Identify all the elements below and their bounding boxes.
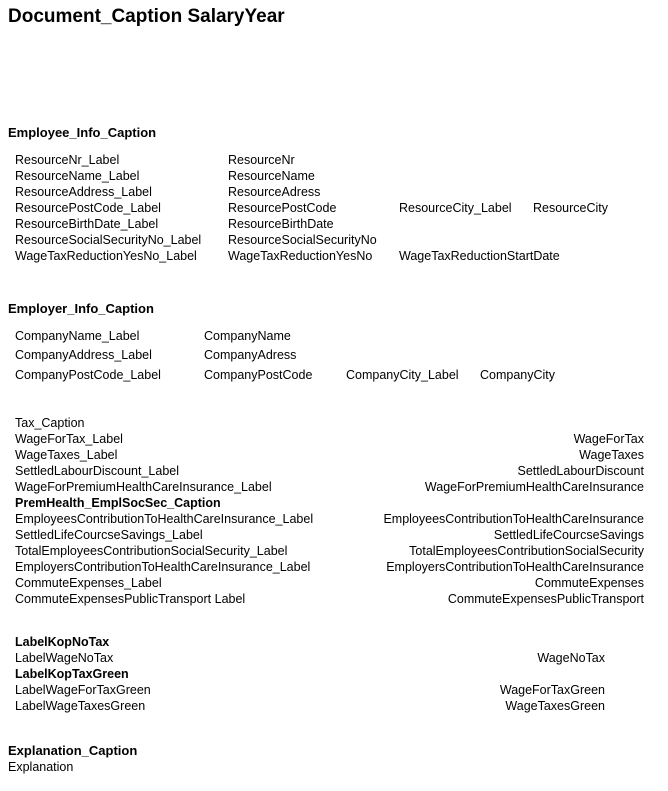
wage-premium-health-label: WageForPremiumHealthCareInsurance_Label [15, 480, 272, 494]
employees-health-contribution-value: EmployeesContributionToHealthCareInsurance [383, 512, 644, 526]
tax-caption: Tax_Caption [15, 416, 85, 430]
commute-public-transport-label: CommuteExpensesPublicTransport Label [15, 592, 246, 606]
employers-health-contribution-value: EmployersContributionToHealthCareInsurance [386, 560, 644, 574]
total-social-security-label: TotalEmployeesContributionSocialSecurity_Label [15, 544, 288, 558]
commute-expenses-value: CommuteExpenses [534, 576, 644, 590]
explanation-text: Explanation [8, 760, 74, 774]
life-course-savings-value: SettledLifeCourcseSavings [493, 528, 644, 542]
kop-no-tax-caption: LabelKopNoTax [15, 635, 110, 649]
employers-health-contribution-label: EmployersContributionToHealthCareInsurance_Label [15, 560, 311, 574]
wage-taxes-value: WageTaxes [579, 448, 644, 462]
resource-birthdate-label: ResourceBirthDate_Label [15, 217, 159, 231]
company-address-label: CompanyAddress_Label [15, 348, 152, 362]
settled-labour-discount-value: SettledLabourDiscount [517, 464, 644, 478]
wage-premium-health-value: WageForPremiumHealthCareInsurance [424, 480, 644, 494]
kop-tax-green-caption: LabelKopTaxGreen [15, 667, 129, 681]
total-social-security-value: TotalEmployeesContributionSocialSecurity [409, 544, 644, 558]
employee-info-caption: Employee_Info_Caption [8, 125, 157, 140]
resource-ssn-value: ResourceSocialSecurityNo [228, 233, 377, 247]
wage-no-tax-label: LabelWageNoTax [15, 651, 114, 665]
company-postcode-value: CompanyPostCode [204, 368, 313, 382]
resource-name-label: ResourceName_Label [15, 169, 140, 183]
wage-for-tax-green-value: WageForTaxGreen [499, 683, 605, 697]
wage-no-tax-value: WageNoTax [537, 651, 605, 665]
explanation-caption: Explanation_Caption [8, 743, 138, 758]
page-title: Document_Caption SalaryYear [8, 6, 285, 27]
company-postcode-label: CompanyPostCode_Label [15, 368, 161, 382]
resource-city-label: ResourceCity_Label [399, 201, 512, 215]
settled-labour-discount-label: SettledLabourDiscount_Label [15, 464, 180, 478]
wage-tax-reduction-start-date: WageTaxReductionStartDate [399, 249, 560, 263]
company-address-value: CompanyAdress [204, 348, 297, 362]
resource-address-value: ResourceAdress [228, 185, 321, 199]
resource-nr-label: ResourceNr_Label [15, 153, 120, 167]
wage-for-tax-green-label: LabelWageForTaxGreen [15, 683, 151, 697]
company-city-value: CompanyCity [480, 368, 556, 382]
wage-taxes-label: WageTaxes_Label [15, 448, 118, 462]
commute-public-transport-value: CommuteExpensesPublicTransport [447, 592, 644, 606]
company-name-label: CompanyName_Label [15, 329, 140, 343]
resource-name-value: ResourceName [228, 169, 315, 183]
resource-nr-value: ResourceNr [228, 153, 295, 167]
employees-health-contribution-label: EmployeesContributionToHealthCareInsurance_Label [15, 512, 314, 526]
resource-postcode-value: ResourcePostCode [228, 201, 337, 215]
wage-taxes-green-label: LabelWageTaxesGreen [15, 699, 146, 713]
wage-tax-reduction-value: WageTaxReductionYesNo [228, 249, 373, 263]
resource-city-value: ResourceCity [533, 201, 609, 215]
wage-tax-reduction-label: WageTaxReductionYesNo_Label [15, 249, 197, 263]
prem-health-caption: PremHealth_EmplSocSec_Caption [15, 496, 221, 510]
life-course-savings-label: SettledLifeCourcseSavings_Label [15, 528, 203, 542]
employer-info-caption: Employer_Info_Caption [8, 301, 154, 316]
company-name-value: CompanyName [204, 329, 291, 343]
wage-for-tax-label: WageForTax_Label [15, 432, 123, 446]
commute-expenses-label: CommuteExpenses_Label [15, 576, 162, 590]
wage-taxes-green-value: WageTaxesGreen [505, 699, 605, 713]
resource-ssn-label: ResourceSocialSecurityNo_Label [15, 233, 202, 247]
resource-address-label: ResourceAddress_Label [15, 185, 152, 199]
resource-postcode-label: ResourcePostCode_Label [15, 201, 161, 215]
wage-for-tax-value: WageForTax [573, 432, 644, 446]
company-city-label: CompanyCity_Label [346, 368, 459, 382]
resource-birthdate-value: ResourceBirthDate [228, 217, 334, 231]
